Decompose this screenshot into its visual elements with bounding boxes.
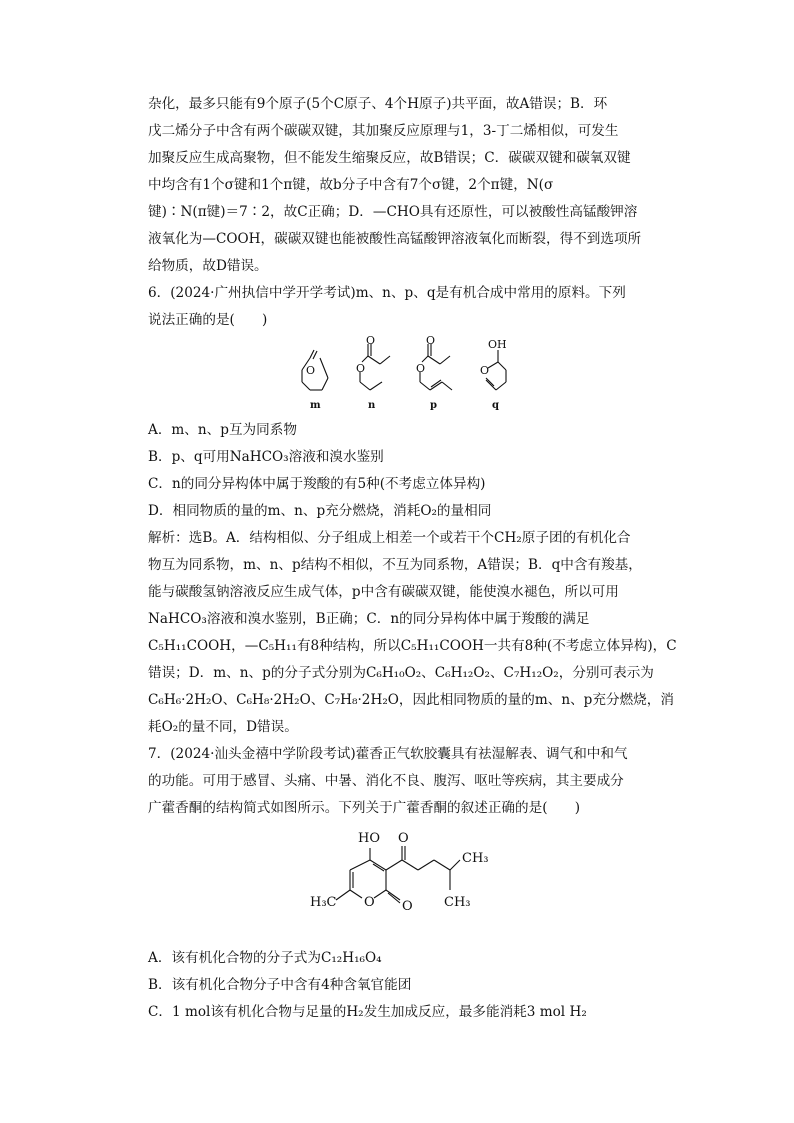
analysis-line: 耗O₂的量不同，D错误。 [148, 719, 298, 735]
atom-label: CH₃ [444, 895, 471, 910]
atom-label: O [364, 895, 375, 910]
atom-label: O [480, 364, 490, 377]
analysis-line: C₆H₆·2H₂O、C₆H₈·2H₂O、C₇H₈·2H₂O，因此相同物质的量的m、n、p充分燃烧，消 [148, 692, 674, 708]
question-7-stem: 广藿香酮的结构简式如图所示。下列关于广藿香酮的叙述正确的是( ) [148, 800, 581, 816]
atom-label: OH [488, 338, 507, 351]
text-line: 加聚反应生成高聚物，但不能发生缩聚反应，故B错误；C．碳碳双键和碳氧双键 [148, 150, 631, 166]
text-line: 戊二烯分子中含有两个碳碳双键，其加聚反应原理与1，3-丁二烯相似，可发生 [148, 123, 619, 139]
option-b: B．p、q可用NaHCO₃溶液和溴水鉴别 [148, 449, 384, 465]
option-a: A．该有机化合物的分子式为C₁₂H₁₆O₄ [148, 950, 382, 966]
atom-label: HO [358, 831, 380, 846]
atom-label: O [402, 899, 413, 914]
structure-label: m [310, 400, 321, 411]
q7-structure-figure [306, 826, 496, 938]
analysis-line: 能与碳酸氢钠溶液反应生成气体，p中含有碳碳双键，能使溴水褪色，所以可用 [148, 584, 619, 600]
option-b: B．该有机化合物分子中含有4种含氧官能团 [148, 977, 412, 993]
structure-label: p [430, 400, 437, 411]
option-d: D．相同物质的量的m、n、p充分燃烧，消耗O₂的量相同 [148, 503, 492, 519]
atom-label: CH₃ [462, 851, 489, 866]
analysis-line: 解析：选B。A．结构相似、分子组成上相差一个或若干个CH₂原子团的有机化合 [148, 530, 631, 546]
atom-label: O [416, 362, 426, 375]
question-7-stem: 7．(2024·汕头金禧中学阶段考试)藿香正气软胶囊具有祛湿解表、调气和中和气 [148, 746, 628, 762]
text-line: 给物质，故D错误。 [148, 258, 268, 274]
question-6-stem: 说法正确的是( ) [148, 312, 268, 328]
atom-label: H₃C [310, 895, 337, 910]
option-c: C．1 mol该有机化合物与足量的H₂发生加成反应，最多能消耗3 mol H₂ [148, 1004, 587, 1020]
atom-label: O [398, 831, 409, 846]
question-6-stem: 6．(2024·广州执信中学开学考试)m、n、p、q是有机合成中常用的原料。下列 [148, 285, 626, 301]
text-line: 中均含有1个σ键和1个π键，故b分子中含有7个σ键，2个π键，N(σ [148, 177, 554, 193]
analysis-line: 物互为同系物，m、n、p结构不相似，不互为同系物，A错误；B．q中含有羧基， [148, 557, 642, 573]
atom-label: O [356, 362, 366, 375]
option-a: A．m、n、p互为同系物 [148, 422, 297, 438]
atom-label: O [366, 336, 376, 347]
question-7-stem: 的功能。可用于感冒、头痛、中暑、消化不良、腹泻、呕吐等疾病，其主要成分 [148, 773, 624, 789]
atom-label: O [426, 336, 436, 347]
analysis-line: 错误；D．m、n、p的分子式分别为C₆H₁₀O₂、C₆H₁₂O₂、C₇H₁₂O₂，分别可表示为 [148, 665, 654, 681]
text-line: 键)∶N(π键)＝7∶2，故C正确；D．—CHO具有还原性，可以被酸性高锰酸钾溶 [148, 204, 638, 220]
text-line: 液氧化为—COOH，碳碳双键也能被酸性高锰酸钾溶液氧化而断裂，得不到选项所 [148, 231, 642, 247]
atom-label: O [306, 364, 316, 377]
structure-label: n [368, 400, 376, 411]
option-c: C．n的同分异构体中属于羧酸的有5种(不考虑立体异构) [148, 476, 486, 492]
q6-structures-figure [280, 336, 540, 416]
structure-label: q [492, 400, 499, 411]
analysis-line: NaHCO₃溶液和溴水鉴别，B正确；C．n的同分异构体中属于羧酸的满足 [148, 611, 590, 627]
text-line: 杂化，最多只能有9个原子(5个C原子、4个H原子)共平面，故A错误；B．环 [148, 96, 608, 112]
analysis-line: C₅H₁₁COOH，—C₅H₁₁有8种结构，所以C₅H₁₁COOH一共有8种(不考虑立体异构)，C [148, 638, 677, 654]
